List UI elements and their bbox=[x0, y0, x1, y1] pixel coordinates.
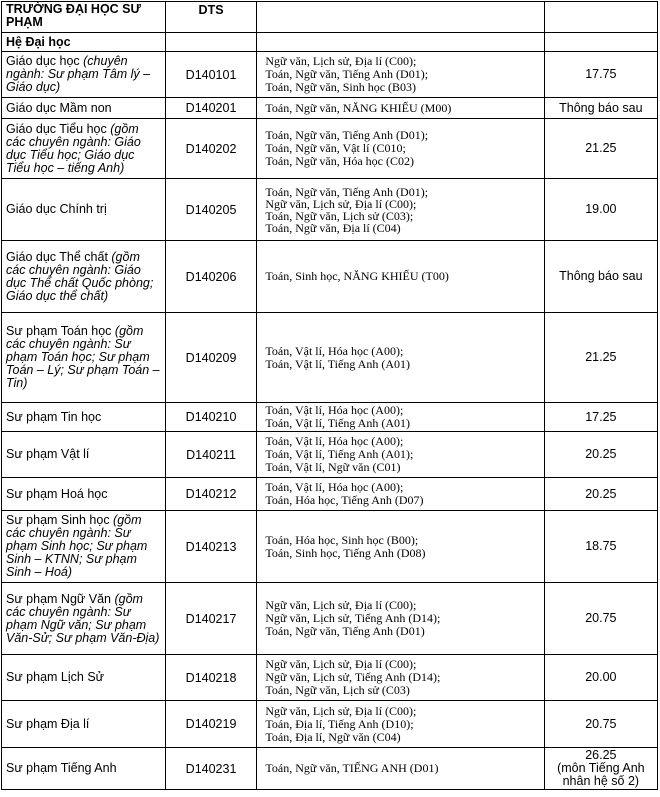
program-code: D140101 bbox=[165, 52, 257, 98]
program-code: D140205 bbox=[165, 179, 257, 241]
score: 18.75 bbox=[585, 539, 617, 553]
subject-combo: Toán, Ngữ văn, Địa lí (C04) bbox=[265, 220, 401, 235]
program-note: (gồm các chuyên ngành: Giáo dục Thể chất Quốc phòng; Giáo dục thể chất) bbox=[6, 249, 154, 303]
score: Thông báo sau bbox=[559, 269, 643, 283]
program-note: (gồm các chuyên ngành: Sư phạm Toán học; Sư phạm Toán – Lý; Sư phạm Toán – Tin) bbox=[6, 324, 160, 390]
score: 19.00 bbox=[585, 202, 617, 216]
subject-combo: Toán, Hóa học, Tiếng Anh (D07) bbox=[265, 493, 424, 507]
program-name: Sư phạm Hoá học bbox=[6, 486, 108, 501]
program-name: Giáo dục Chính trị bbox=[6, 202, 107, 216]
program-name: Sư phạm Toán học bbox=[6, 324, 112, 338]
subject-combos bbox=[257, 313, 544, 403]
subject-combo: Toán, Ngữ văn, Tiếng Anh (D01); bbox=[265, 128, 429, 142]
program-note: (gồm các chuyên ngành: Giáo dục Tiểu học; Giáo dục Tiểu học – tiếng Anh) bbox=[6, 121, 141, 175]
program-name-cell bbox=[2, 313, 166, 403]
score: 20.25 bbox=[585, 486, 617, 501]
program-code: D140219 bbox=[165, 701, 257, 748]
subject-combo: Ngữ văn, Lịch sử, Tiếng Anh (D14); bbox=[265, 670, 441, 684]
score-cell bbox=[544, 179, 657, 241]
subject-combos bbox=[257, 655, 544, 701]
subject-combo: Ngữ văn, Lịch sử, Địa lí (C00); bbox=[265, 598, 417, 612]
admission-table bbox=[1, 1, 658, 790]
header-row bbox=[2, 2, 658, 33]
subject-combos bbox=[257, 701, 544, 748]
subject-combo: Toán, Ngữ văn, NĂNG KHIẾU (M00) bbox=[265, 100, 452, 115]
program-name: Sư phạm Lịch Sử bbox=[6, 670, 105, 684]
program-name-cell bbox=[2, 478, 166, 511]
subject-combos bbox=[257, 241, 544, 313]
program-name: Sư phạm Vật lí bbox=[6, 447, 90, 461]
table-row bbox=[2, 403, 658, 432]
score-cell bbox=[544, 748, 657, 790]
program-name: Sư phạm Sinh học bbox=[6, 513, 110, 527]
program-note: (gồm các chuyên ngành: Sư phạm Ngữ văn; Sư phạm Văn-Sử; Sư phạm Văn-Địa) bbox=[6, 591, 160, 645]
program-name-cell bbox=[2, 701, 166, 748]
program-name-cell bbox=[2, 403, 166, 432]
score-cell bbox=[544, 511, 657, 583]
subject-combo: Toán, Ngữ văn, Sinh học (B03) bbox=[265, 80, 417, 94]
program-code: D140211 bbox=[165, 432, 257, 478]
program-note: (gồm các chuyên ngành: Sư phạm Sinh học; Sư phạm Sinh – KTNN; Sư phạm Sinh – Hoá) bbox=[6, 513, 148, 579]
table-row bbox=[2, 179, 658, 241]
subject-combo: Toán, Ngữ văn, Vật lí (C010; bbox=[265, 141, 406, 155]
score-cell bbox=[544, 403, 657, 432]
subject-combos bbox=[257, 403, 544, 432]
subject-combo: Toán, Địa lí, Tiếng Anh (D10); bbox=[265, 716, 414, 731]
program-note: (chuyên ngành: Sư phạm Tâm lý – Giáo dục) bbox=[6, 54, 151, 94]
program-code: D140202 bbox=[165, 119, 257, 179]
program-code: D140201 bbox=[165, 98, 257, 119]
score-cell bbox=[544, 583, 657, 655]
subject-combos bbox=[257, 98, 544, 119]
subject-combo: Toán, Hóa học, Sinh học (B00); bbox=[265, 532, 419, 547]
score: 20.00 bbox=[585, 670, 617, 684]
table-row bbox=[2, 313, 658, 403]
subject-combo: Ngữ văn, Lịch sử, Địa lí (C00); bbox=[265, 657, 417, 671]
subject-combo: Toán, Vật lí, Tiếng Anh (A01) bbox=[265, 416, 410, 430]
score-cell bbox=[544, 701, 657, 748]
subject-combo: Toán, Ngữ văn, Hóa học (C02) bbox=[265, 154, 415, 168]
score: 20.25 bbox=[585, 447, 617, 461]
program-name-cell bbox=[2, 119, 166, 179]
score: 20.75 bbox=[585, 716, 617, 731]
program-name-cell bbox=[2, 179, 166, 241]
program-code: D140212 bbox=[165, 478, 257, 511]
score-cell bbox=[544, 98, 657, 119]
subject-combo: Toán, Vật lí, Ngữ văn (C01) bbox=[265, 460, 401, 474]
subject-combo: Toán, Sinh học, Tiếng Anh (D08) bbox=[265, 545, 426, 560]
program-name-cell bbox=[2, 748, 166, 790]
header-code: DTS bbox=[165, 2, 257, 33]
subject-combos bbox=[257, 511, 544, 583]
subject-combos bbox=[257, 748, 544, 790]
table-row bbox=[2, 655, 658, 701]
score-cell bbox=[544, 655, 657, 701]
table-row bbox=[2, 52, 658, 98]
program-code: D140218 bbox=[165, 655, 257, 701]
subject-combos bbox=[257, 52, 544, 98]
program-code: D140210 bbox=[165, 403, 257, 432]
section-title: Hệ Đại học bbox=[2, 33, 166, 52]
header-blank-1 bbox=[257, 2, 544, 33]
subject-combo: Toán, Ngữ văn, Tiếng Anh (D01) bbox=[265, 624, 425, 638]
table-row bbox=[2, 478, 658, 511]
program-name-cell bbox=[2, 583, 166, 655]
score-cell bbox=[544, 478, 657, 511]
table-row bbox=[2, 432, 658, 478]
subject-combo: Toán, Vật lí, Tiếng Anh (A01) bbox=[265, 356, 410, 371]
score: 20.75 bbox=[585, 611, 617, 625]
subject-combo: Toán, Vật lí, Hóa học (A00); bbox=[265, 403, 404, 417]
score-cell bbox=[544, 119, 657, 179]
subject-combos bbox=[257, 119, 544, 179]
program-code: D140213 bbox=[165, 511, 257, 583]
subject-combo: Ngữ văn, Lịch sử, Tiếng Anh (D14); bbox=[265, 611, 441, 625]
score-cell bbox=[544, 432, 657, 478]
score-note: (môn Tiếng Anh nhân hệ số 2) bbox=[557, 761, 645, 788]
program-name: Sư phạm Tin học bbox=[6, 409, 102, 424]
section-row bbox=[2, 33, 658, 52]
subject-combo: Toán, Ngữ văn, Lịch sử (C03) bbox=[265, 683, 410, 697]
subject-combo: Toán, Ngữ văn, TIẾNG ANH (D01) bbox=[265, 761, 439, 775]
table-row bbox=[2, 119, 658, 179]
subject-combo: Toán, Ngữ văn, Lịch sử (C03); bbox=[265, 208, 414, 223]
subject-combos bbox=[257, 583, 544, 655]
program-name: Sư phạm Địa lí bbox=[6, 716, 90, 731]
program-name: Giáo dục Tiểu học bbox=[6, 121, 107, 136]
program-name-cell bbox=[2, 52, 166, 98]
subject-combo: Toán, Ngữ văn, Tiếng Anh (D01); bbox=[265, 67, 429, 81]
subject-combo: Toán, Vật lí, Hóa học (A00); bbox=[265, 343, 404, 358]
program-name: Giáo dục Thể chất bbox=[6, 249, 108, 264]
program-name: Giáo dục Mầm non bbox=[6, 100, 112, 115]
table-row bbox=[2, 701, 658, 748]
score: 17.25 bbox=[585, 409, 617, 424]
table-row bbox=[2, 241, 658, 313]
subject-combo: Toán, Vật lí, Tiếng Anh (A01); bbox=[265, 447, 414, 461]
program-code: D140209 bbox=[165, 313, 257, 403]
subject-combo: Ngữ văn, Lịch sử, Địa lí (C00); bbox=[265, 196, 417, 211]
score-cell bbox=[544, 52, 657, 98]
program-name-cell bbox=[2, 432, 166, 478]
score: 21.25 bbox=[585, 141, 617, 155]
program-name-cell bbox=[2, 98, 166, 119]
table-row bbox=[2, 583, 658, 655]
subject-combo: Ngữ văn, Lịch sử, Địa lí (C00); bbox=[265, 703, 417, 718]
subject-combo: Toán, Địa lí, Ngữ văn (C04) bbox=[265, 729, 401, 744]
program-name-cell bbox=[2, 511, 166, 583]
header-blank-2 bbox=[544, 2, 657, 33]
program-name: Sư phạm Tiếng Anh bbox=[6, 761, 117, 775]
program-code: D140217 bbox=[165, 583, 257, 655]
header-school: TRƯỜNG ĐẠI HỌC SƯ PHẠM bbox=[2, 2, 166, 33]
program-name: Giáo dục học bbox=[6, 54, 80, 68]
table-row bbox=[2, 98, 658, 119]
subject-combo: Toán, Sinh học, NĂNG KHIẾU (T00) bbox=[265, 269, 449, 283]
program-name-cell bbox=[2, 655, 166, 701]
score-cell bbox=[544, 313, 657, 403]
score: 26.25 bbox=[585, 748, 617, 762]
subject-combos bbox=[257, 432, 544, 478]
program-code: D140206 bbox=[165, 241, 257, 313]
program-name: Sư phạm Ngữ Văn bbox=[6, 591, 111, 606]
score-cell bbox=[544, 241, 657, 313]
subject-combo: Toán, Vật lí, Hóa học (A00); bbox=[265, 480, 404, 494]
program-name-cell bbox=[2, 241, 166, 313]
table-row bbox=[2, 748, 658, 790]
score: 21.25 bbox=[585, 350, 617, 364]
subject-combo: Toán, Ngữ văn, Tiếng Anh (D01); bbox=[265, 184, 429, 199]
subject-combo: Toán, Vật lí, Hóa học (A00); bbox=[265, 434, 404, 448]
subject-combo: Ngữ văn, Lịch sử, Địa lí (C00); bbox=[265, 54, 417, 68]
subject-combos bbox=[257, 179, 544, 241]
table-row bbox=[2, 511, 658, 583]
score: 17.75 bbox=[585, 67, 617, 81]
score: Thông báo sau bbox=[559, 100, 643, 115]
subject-combos bbox=[257, 478, 544, 511]
program-code: D140231 bbox=[165, 748, 257, 790]
